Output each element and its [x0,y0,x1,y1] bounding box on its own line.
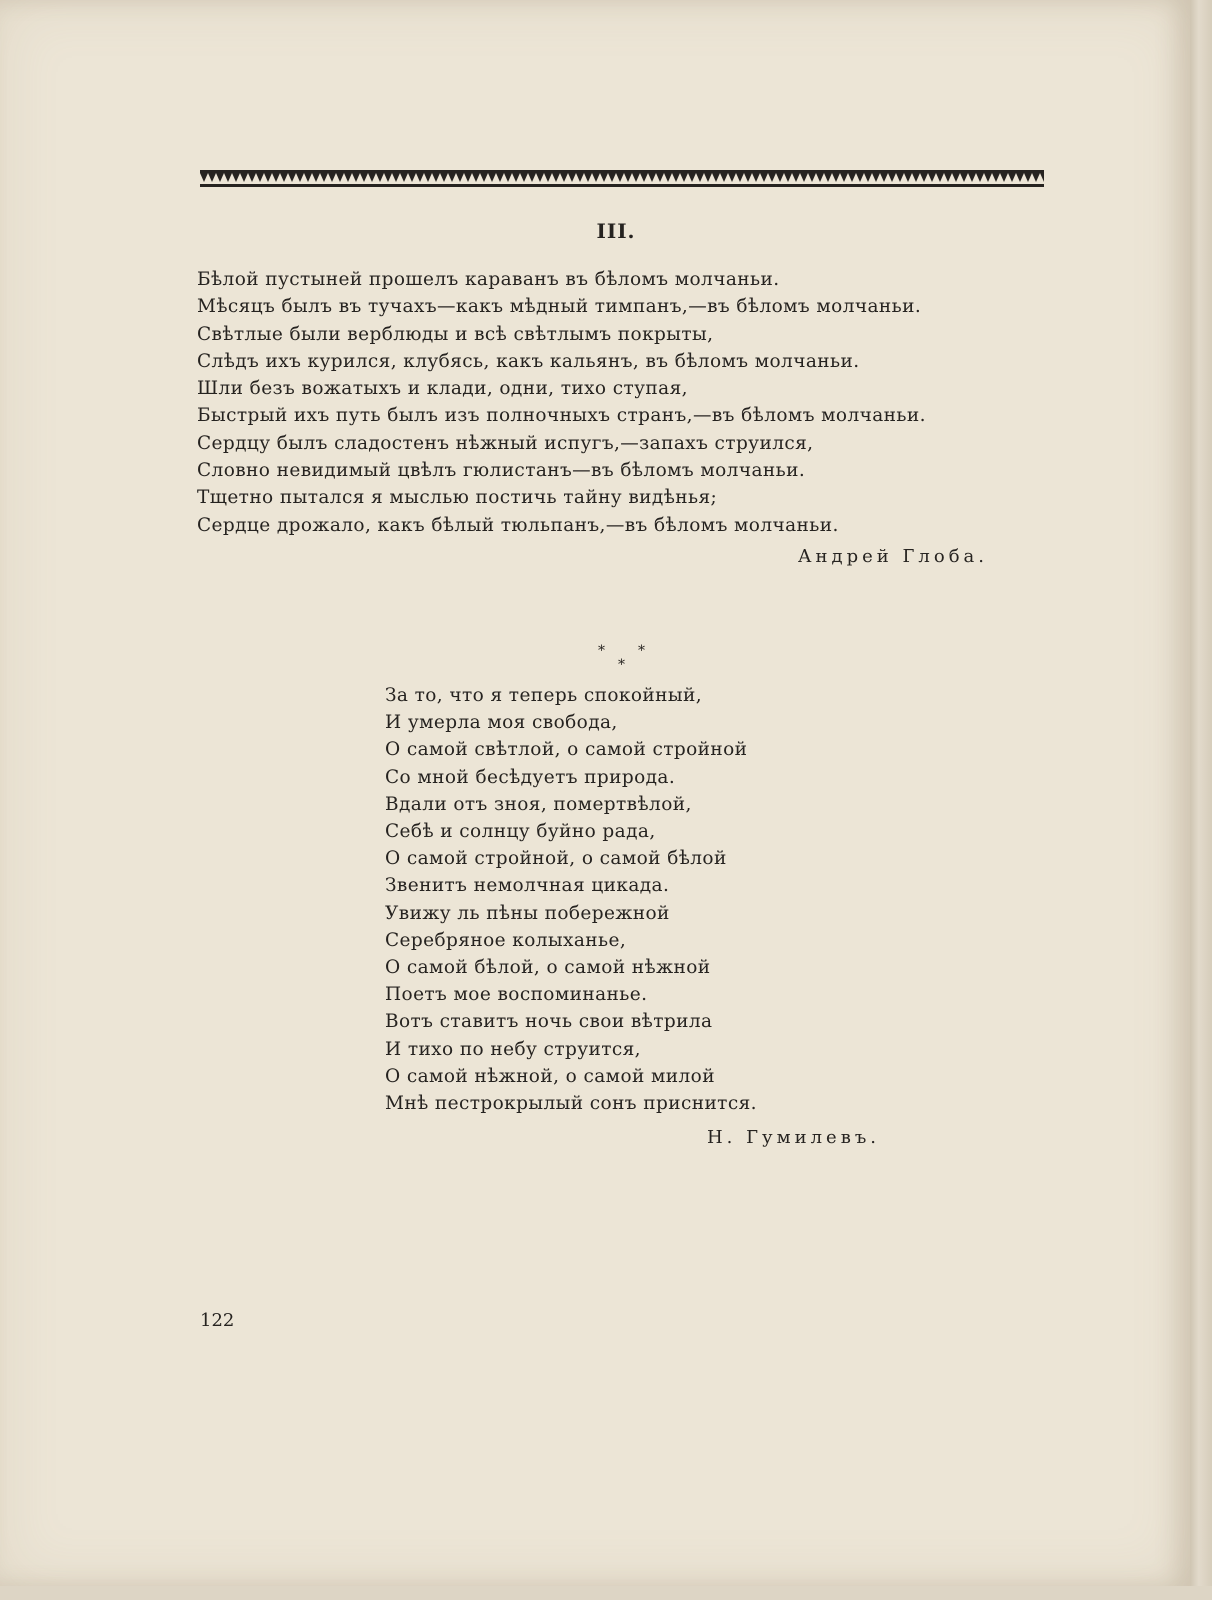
page-bottom-edge [0,1586,1212,1600]
asterism-star: * [638,643,645,659]
poem-line: Шли безъ вожатыхъ и клади, одни, тихо ступая, [197,378,688,400]
poem-line: Быстрый ихъ путь былъ изъ полночныхъ странъ,—въ бѣломъ молчаньи. [197,405,926,427]
poem-line: Сердце дрожало, какъ бѣлый тюльпанъ,—въ бѣломъ молчаньи. [197,514,839,536]
poem-line: Поетъ мое воспоминанье. [385,984,648,1006]
poem-line: Звенитъ немолчная цикада. [385,875,670,897]
poem-line: Себѣ и солнцу буйно рада, [385,821,656,843]
poem-line: О самой стройной, о самой бѣлой [385,848,727,870]
poem-line: Слѣдъ ихъ курился, клубясь, какъ кальянъ, въ бѣломъ молчаньи. [197,350,860,372]
poem-line: Сердцу былъ сладостенъ нѣжный испугъ,—запахъ струился, [197,432,814,454]
page-number: 122 [200,1310,235,1331]
page-edge [1190,0,1212,1600]
poem-gumilev [385,682,757,1117]
poem-line: О самой нѣжной, о самой милой [385,1065,715,1087]
poem-line: Мнѣ пестрокрылый сонъ приснится. [385,1093,757,1115]
author-signature-globa: Андрей Глоба. [797,546,988,567]
poem-line: О самой свѣтлой, о самой стройной [385,739,748,761]
poem-ghazal [197,266,926,539]
author-signature-gumilev: Н. Гумилевъ. [706,1127,880,1148]
asterism-divider [598,644,648,672]
poem-line: О самой бѣлой, о самой нѣжной [385,957,711,979]
poem-line: Вотъ ставитъ ночь свои вѣтрила [385,1011,713,1033]
poem-line: Словно невидимый цвѣлъ гюлистанъ—въ бѣломъ молчаньи. [197,460,806,482]
poem-line: Свѣтлые были верблюды и всѣ свѣтлымъ покрыты, [197,323,714,345]
asterism-star: * [618,657,625,673]
poem-line: Увижу ль пѣны побережной [385,902,670,924]
poem-line: Со мной бесѣдуетъ природа. [385,766,676,788]
decorative-border-ornament [200,170,1044,187]
poem-line: Вдали отъ зноя, помертвѣлой, [385,793,692,815]
asterism-star: * [598,643,605,659]
poem-line: И умерла моя свобода, [385,712,618,734]
poem-line: Тщетно пытался я мыслью постичь тайну видѣнья; [197,487,718,509]
poem-line: За то, что я теперь спокойный, [385,685,702,706]
poem-line: Мѣсяцъ былъ въ тучахъ—какъ мѣдный тимпанъ,—въ бѣломъ молчаньи. [197,296,922,318]
section-title: III. [596,219,636,243]
poem-line: Серебряное колыханье, [385,929,627,951]
poem-line: И тихо по небу струится, [385,1038,641,1060]
poem-line: Бѣлой пустыней прошелъ караванъ въ бѣломъ молчаньи. [197,269,780,290]
